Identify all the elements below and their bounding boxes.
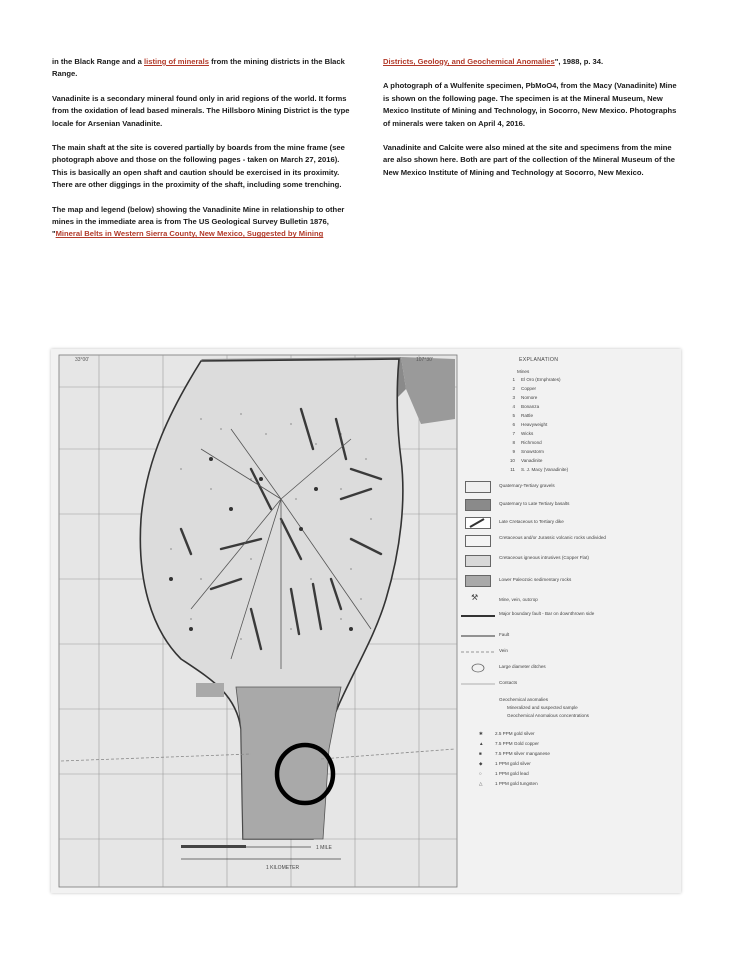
vein-icon xyxy=(461,649,495,655)
small-intrusive-block xyxy=(196,683,224,697)
paragraph-3: Vanadinite and Calcite were also mined at the site and specimens from the mine are also shown here. Both are part of the collection of the Mineral Museum of the New Mexico Institute of Mining and Technology at Socorro, New Mexico. xyxy=(383,143,675,177)
anomaly-symbol-icon: ○ xyxy=(479,771,482,776)
mine-name: Wicks xyxy=(521,431,534,436)
text-span: from the mining districts in the Black Range. xyxy=(52,57,345,79)
anomaly-subheader-1: Mineralized and suspected sample xyxy=(507,705,578,710)
paragraph-1 xyxy=(52,56,352,81)
text-span: The map and legend (below) showing the Vanadinite Mine in relationship to other mines in the immediate area is from The US Geological Survey Bulletin 1876, " xyxy=(52,204,345,239)
basalt-swatch xyxy=(465,499,491,511)
usgs-bulletin-link[interactable]: Mineral Belts in Western Sierra County, New Mexico, Suggested by Mining xyxy=(55,229,324,239)
mine-number: 9 xyxy=(512,449,515,454)
unit-label: Vein xyxy=(499,648,508,653)
unit-label: Large diameter ditches xyxy=(499,664,546,669)
volcanic-swatch xyxy=(465,535,491,547)
paragraph-4 xyxy=(52,204,352,241)
mine-number: 7 xyxy=(512,431,515,436)
anomaly-label: 7.5 PPM silver manganese xyxy=(495,751,550,756)
mine-number: 1 xyxy=(512,377,515,382)
mine-name: Vanadinite xyxy=(521,458,543,463)
legend-title: EXPLANATION xyxy=(519,357,559,363)
mine-name: Richmond xyxy=(521,440,542,445)
unit-label: Lower Paleozoic sedimentary rocks xyxy=(499,577,572,582)
anomaly-symbol-icon: ◆ xyxy=(479,761,483,766)
anomaly-symbol-icon: ▲ xyxy=(479,741,484,746)
mine-number: 2 xyxy=(512,386,515,391)
paragraph-2: Vanadinite is a secondary mineral found only in arid regions of the world. It forms from the oxidation of lead based minerals. The Hillsboro Mining District is the type locale for Arsenian Vanadinite. xyxy=(52,93,350,128)
corner-coordinate-tr: 107°30' xyxy=(416,357,433,363)
mine-number: 4 xyxy=(512,404,515,409)
anomaly-symbol-icon: ■ xyxy=(479,751,482,756)
mines-header: Mines xyxy=(517,369,530,374)
mine-name: Rattle xyxy=(521,413,534,418)
unit-label: Fault xyxy=(499,632,510,637)
boundary-fault-icon xyxy=(461,613,495,619)
unit-label: Quaternary to Late Tertiary basalts xyxy=(499,501,570,506)
mine-name: S. J. Macy (Vanadinite) xyxy=(521,467,569,472)
fault-icon xyxy=(461,633,495,639)
text-span: in the Black Range and a xyxy=(52,57,144,66)
unit-label: Cretaceous and/or Jurassic volcanic rocks undivided xyxy=(499,535,606,540)
text-span: ", 1988, p. 34. xyxy=(554,57,604,66)
contact-icon xyxy=(461,681,495,687)
mine-number: 5 xyxy=(512,413,515,418)
corner-coordinate-tl: 33°00' xyxy=(75,357,90,363)
anomaly-header: Geochemical anomalies xyxy=(499,697,549,702)
intrusive-swatch xyxy=(465,555,491,567)
unit-label: Major boundary fault - Bar on downthrown side xyxy=(499,611,595,616)
mine-name: Snowstorm xyxy=(521,449,544,454)
unit-label: Late Cretaceous to Tertiary dike xyxy=(499,519,564,524)
dike-swatch xyxy=(465,517,491,529)
unit-label: Quaternary-Tertiary gravels xyxy=(499,483,555,488)
anomaly-label: 1 PPM gold tungsten xyxy=(495,781,538,786)
ditch-icon xyxy=(471,663,485,673)
mine-symbol-icon: ⚒ xyxy=(471,593,479,602)
anomaly-label: 7.5 PPM Gold copper xyxy=(495,741,539,746)
mine-name: Nomore xyxy=(521,395,538,400)
scale-label-miles: 1 MILE xyxy=(316,845,332,851)
mine-number: 3 xyxy=(512,395,515,400)
right-text-column xyxy=(383,56,683,191)
anomaly-label: 1 PPM gold lead xyxy=(495,771,529,776)
mine-name: Copper xyxy=(521,386,537,391)
geologic-map-figure xyxy=(51,349,681,893)
map-legend xyxy=(459,355,677,887)
left-text-column xyxy=(52,56,352,253)
mine-name: El Oro (Emphrates) xyxy=(521,377,561,382)
mine-number: 11 xyxy=(510,467,515,472)
gravel-swatch xyxy=(465,481,491,493)
unit-label: Contacts xyxy=(499,680,518,685)
usgs-bulletin-link-continued[interactable]: Districts, Geology, and Geochemical Anomalies xyxy=(383,57,555,66)
unit-label: Mine, vein, outcrop xyxy=(499,597,538,602)
mine-number: 6 xyxy=(512,422,515,427)
mine-number: 10 xyxy=(509,458,515,463)
mine-number: 8 xyxy=(512,440,515,445)
minerals-listing-link[interactable]: listing of minerals xyxy=(144,57,209,66)
anomaly-subheader-2: Geochemical Anomalous concentrations xyxy=(507,713,589,718)
paragraph-1 xyxy=(383,56,683,68)
scale-label-km: 1 KILOMETER xyxy=(266,865,300,871)
unit-label: Cretaceous igneous intrusives (Copper Flat) xyxy=(499,555,589,560)
anomaly-symbol-icon: △ xyxy=(479,781,483,786)
paragraph-3: The main shaft at the site is covered partially by boards from the mine frame (see photograph above and those on the following pages - taken on March 27, 2016). This is basically an open shaft and caution should be exercised in its proximity. There are other diggings in the proximity of the shaft, including some trenching. xyxy=(52,143,345,190)
anomaly-symbol-icon: ✱ xyxy=(479,731,483,736)
anomaly-label: 2.5 PPM gold silver xyxy=(495,731,535,736)
anomaly-label: 1 PPM gold silver xyxy=(495,761,531,766)
paragraph-2: A photograph of a Wulfenite specimen, PbMoO4, from the Macy (Vanadinite) Mine is shown on the following page. The specimen is at the Mineral Museum, New Mexico Institute of Mining and Technology, in Socorro, New Mexico. Photographs of minerals were taken on April 4, 2016. xyxy=(383,81,677,128)
mine-name: Bonanza xyxy=(521,404,540,409)
paleozoic-swatch xyxy=(465,575,491,587)
mine-name: Heavyweight xyxy=(521,422,548,427)
